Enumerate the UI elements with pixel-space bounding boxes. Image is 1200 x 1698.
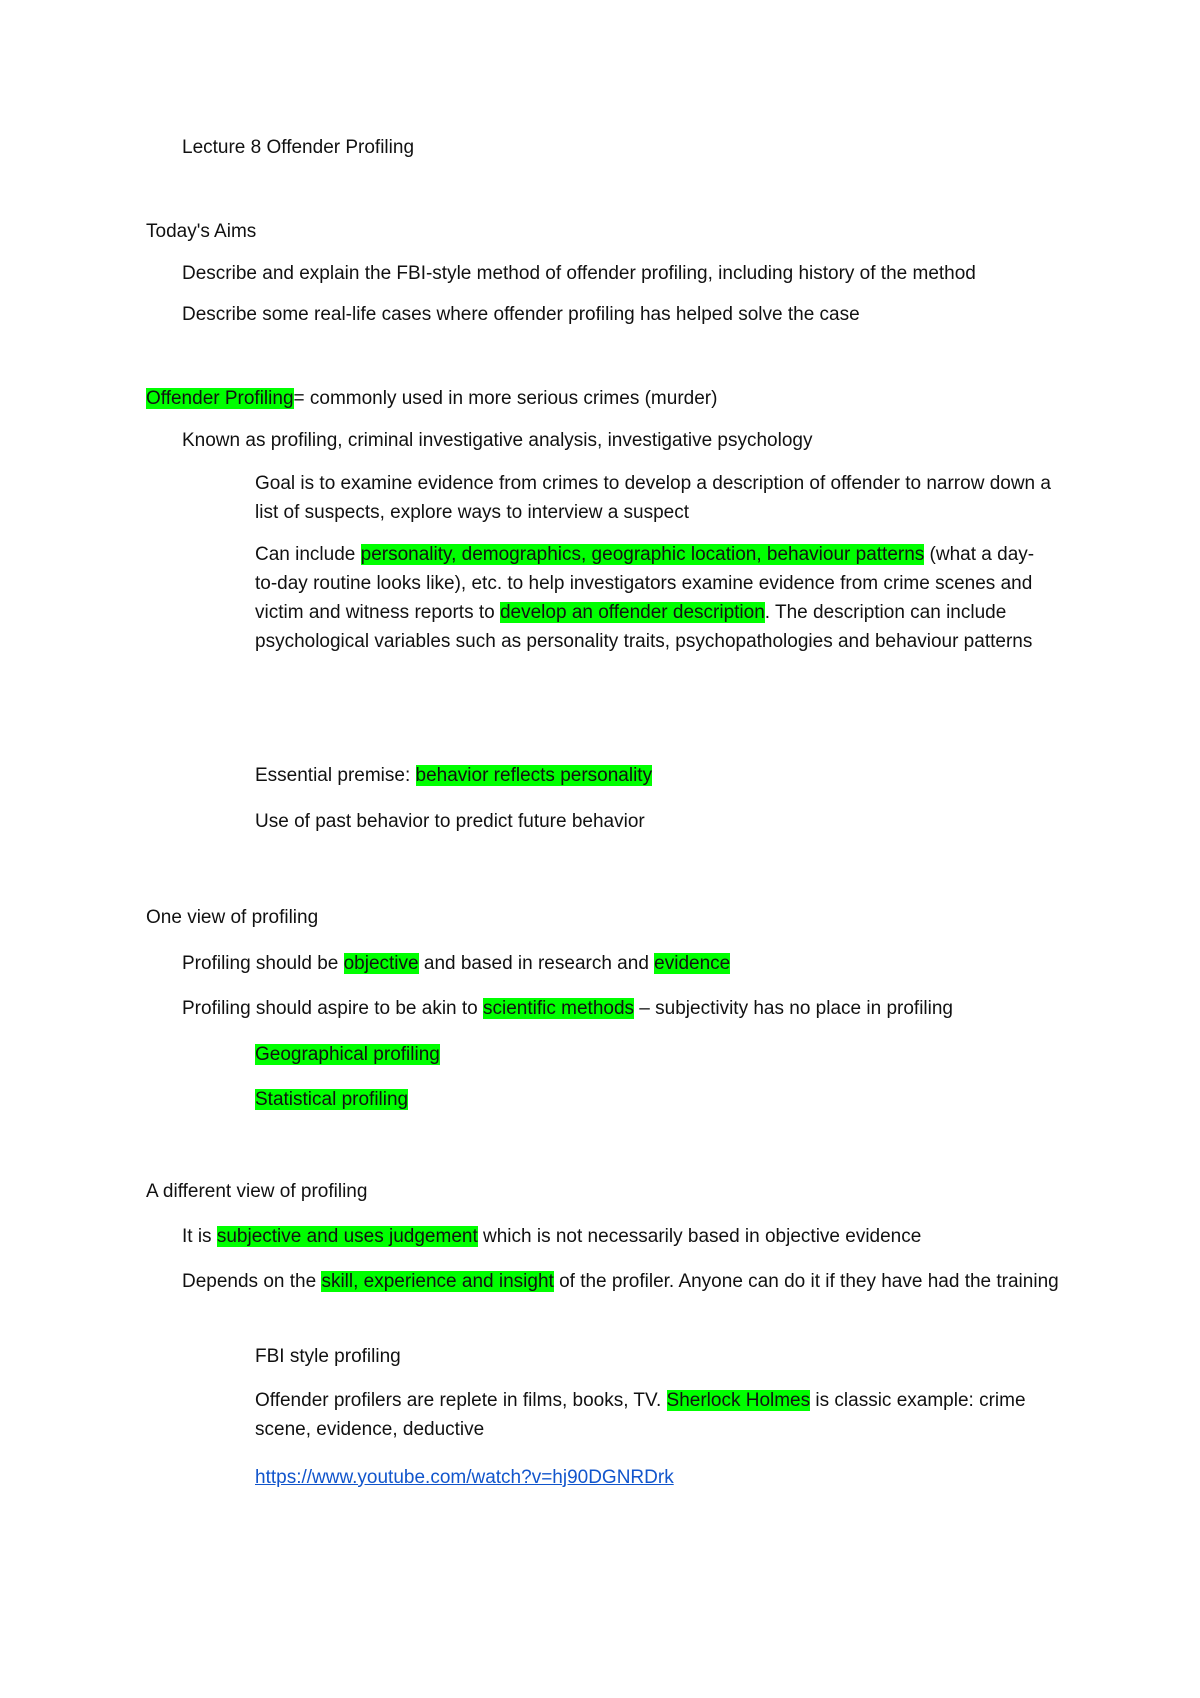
highlight-scientific-methods: scientific methods [483, 998, 635, 1019]
definition-text: = commonly used in more serious crimes (murder) [293, 388, 718, 409]
profiling-definition [146, 387, 717, 411]
statistical-profiling [255, 1088, 408, 1112]
media-paragraph: Offender profilers are replete in films, books, TV. Sherlock Holmes is classic example: crime scene, evidence, deductive [255, 1390, 1026, 1440]
youtube-link[interactable]: https://www.youtube.com/watch?v=hj90DGNRDrk [255, 1467, 674, 1488]
can-include-paragraph: Can include personality, demographics, geographic location, behaviour patterns (what a day-to-day routine looks like), etc. to help investigators examine evidence from crime scenes and victim and witness reports to develop an offender description. The description can include psychological variables such as personality traits, psychopathologies and behaviour patterns [255, 544, 1035, 652]
view-one-heading: One view of profiling [146, 907, 319, 928]
document-title: Lecture 8 Offender Profiling [182, 137, 415, 158]
highlight-geographical-profiling: Geographical profiling [255, 1044, 440, 1065]
highlight-sherlock-holmes: Sherlock Holmes [666, 1390, 811, 1411]
highlight-behavior-reflects-personality: behavior reflects personality [415, 765, 653, 786]
scientific-line: Profiling should aspire to be akin to scientific methods – subjectivity has no place in profiling [182, 998, 953, 1019]
view-two-heading: A different view of profiling [146, 1181, 368, 1202]
highlight-objective: objective [343, 953, 419, 974]
highlight-skill-experience-insight: skill, experience and insight [321, 1271, 554, 1292]
fbi-style-line: FBI style profiling [255, 1346, 401, 1367]
aim-item-1: Describe and explain the FBI-style method of offender profiling, including history of the method [182, 263, 976, 284]
geographical-profiling [255, 1043, 440, 1067]
highlight-evidence: evidence [654, 953, 731, 974]
youtube-link-container [255, 1466, 674, 1490]
premise-line: Essential premise: behavior reflects personality [255, 765, 653, 786]
aim-item-2: Describe some real-life cases where offender profiling has helped solve the case [182, 304, 860, 325]
highlight-subjective: subjective and uses judgement [216, 1226, 478, 1247]
skill-paragraph: Depends on the skill, experience and insight of the profiler. Anyone can do it if they have had the training [182, 1271, 1059, 1292]
subjective-line: It is subjective and uses judgement which is not necessarily based in objective evidence [182, 1226, 922, 1247]
highlight-offender-profiling: Offender Profiling [146, 388, 294, 409]
highlight-personality-demographics: personality, demographics, geographic location, behaviour patterns [360, 544, 925, 565]
highlight-statistical-profiling: Statistical profiling [255, 1089, 409, 1110]
known-as-line: Known as profiling, criminal investigative analysis, investigative psychology [182, 430, 813, 451]
goal-paragraph: Goal is to examine evidence from crimes to develop a description of offender to narrow down a list of suspects, explore ways to interview a suspect [255, 473, 1051, 523]
past-behavior-line: Use of past behavior to predict future behavior [255, 811, 645, 832]
objective-line: Profiling should be objective and based in research and evidence [182, 953, 731, 974]
aims-heading: Today's Aims [146, 221, 257, 242]
highlight-offender-description: develop an offender description [499, 602, 765, 623]
